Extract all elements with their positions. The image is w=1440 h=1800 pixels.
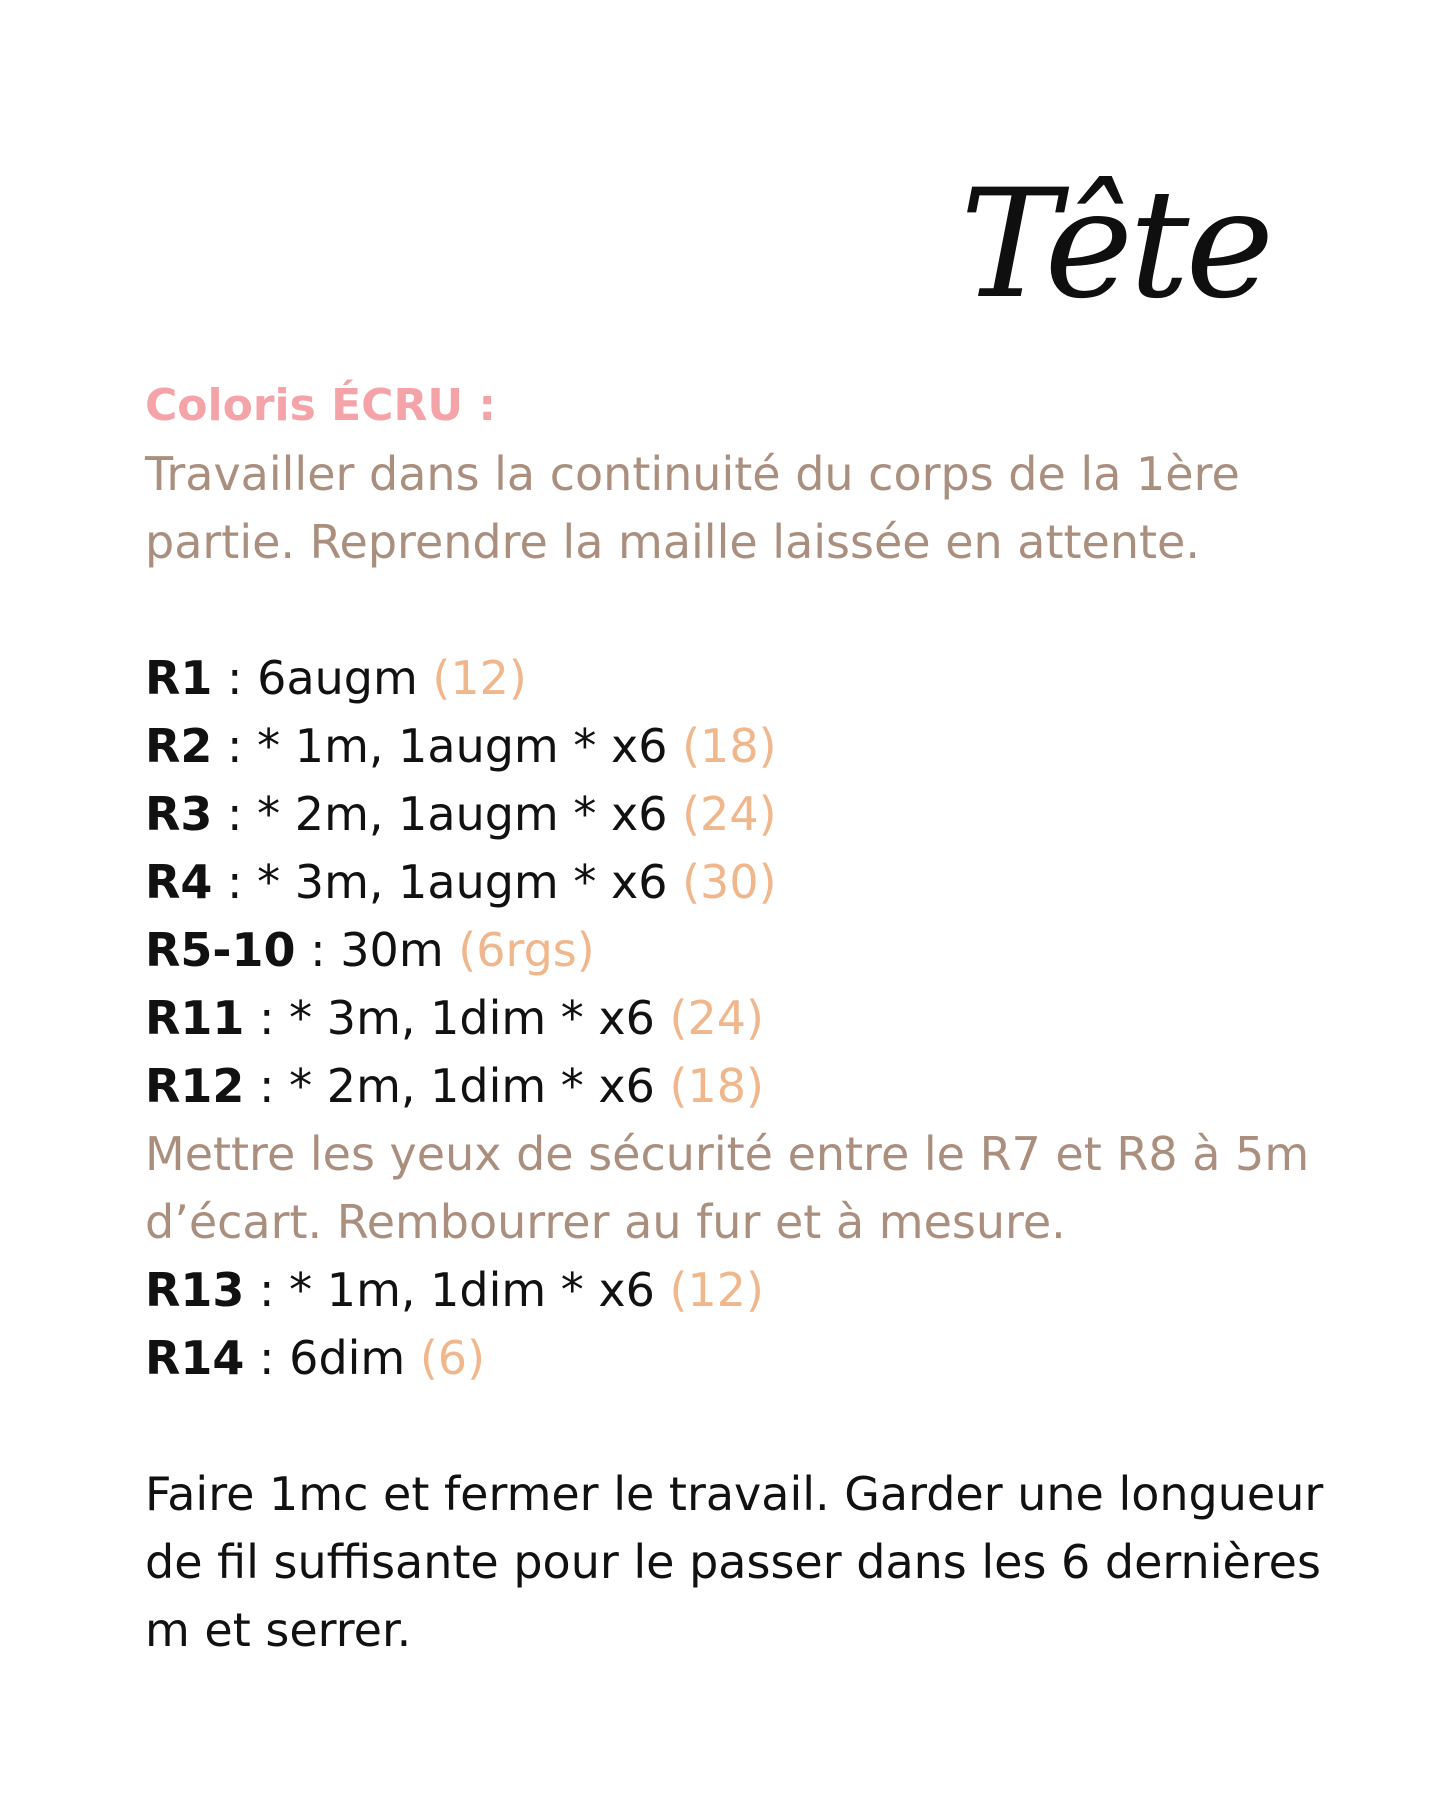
row-label: R13 — [145, 1263, 245, 1317]
row-label: R1 — [145, 651, 213, 705]
row-stitch-count: (30) — [682, 855, 777, 909]
row-instruction: : * 1m, 1dim * x6 — [244, 1263, 670, 1317]
pattern-row-r2 — [145, 712, 1325, 780]
page-title: Tête — [960, 158, 1271, 332]
pattern-row-r12 — [145, 1052, 1325, 1120]
row-stitch-count: (24) — [669, 991, 764, 1045]
row-list-part2 — [145, 1256, 1325, 1392]
pattern-row-r14 — [145, 1324, 1325, 1392]
pattern-content — [145, 372, 1325, 1664]
pattern-row-r5-10 — [145, 916, 1325, 984]
colorway-label: Coloris ÉCRU : — [145, 380, 496, 431]
row-stitch-count: (12) — [669, 1263, 764, 1317]
pattern-row-r1 — [145, 644, 1325, 712]
row-instruction: : 30m — [295, 923, 459, 977]
row-stitch-count: (12) — [432, 651, 527, 705]
row-instruction: : * 3m, 1augm * x6 — [212, 855, 683, 909]
pattern-row-r3 — [145, 780, 1325, 848]
row-label: R3 — [145, 787, 213, 841]
row-stitch-count: (6) — [419, 1331, 486, 1385]
pattern-row-r11 — [145, 984, 1325, 1052]
row-stitch-count: (18) — [669, 1059, 764, 1113]
pattern-row-r13 — [145, 1256, 1325, 1324]
row-label: R14 — [145, 1331, 245, 1385]
row-instruction: : * 3m, 1dim * x6 — [244, 991, 670, 1045]
row-instruction: : * 2m, 1augm * x6 — [212, 787, 683, 841]
row-instruction: : * 2m, 1dim * x6 — [244, 1059, 670, 1113]
row-stitch-count: (24) — [682, 787, 777, 841]
row-list-part1 — [145, 644, 1325, 1120]
row-label: R12 — [145, 1059, 245, 1113]
row-label: R2 — [145, 719, 213, 773]
row-stitch-count: (18) — [682, 719, 777, 773]
row-instruction: : 6augm — [212, 651, 433, 705]
row-instruction: : * 1m, 1augm * x6 — [212, 719, 683, 773]
spacer — [145, 576, 1325, 644]
spacer — [145, 1392, 1325, 1460]
safety-eyes-note: Mettre les yeux de sécurité entre le R7 et R8 à 5m d’écart. Rembourrer au fur et à mesure. — [145, 1127, 1310, 1249]
pattern-row-r4 — [145, 848, 1325, 916]
row-stitch-count: (6rgs) — [458, 923, 595, 977]
closing-instructions: Faire 1mc et fermer le travail. Garder une longueur de fil suffisante pour le passer dans les 6 dernières m et serrer. — [145, 1467, 1324, 1657]
intro-text: Travailler dans la continuité du corps de la 1ère partie. Reprendre la maille laissée en attente. — [145, 447, 1240, 569]
row-instruction: : 6dim — [244, 1331, 420, 1385]
row-label: R5-10 — [145, 923, 296, 977]
row-label: R4 — [145, 855, 213, 909]
row-label: R11 — [145, 991, 245, 1045]
